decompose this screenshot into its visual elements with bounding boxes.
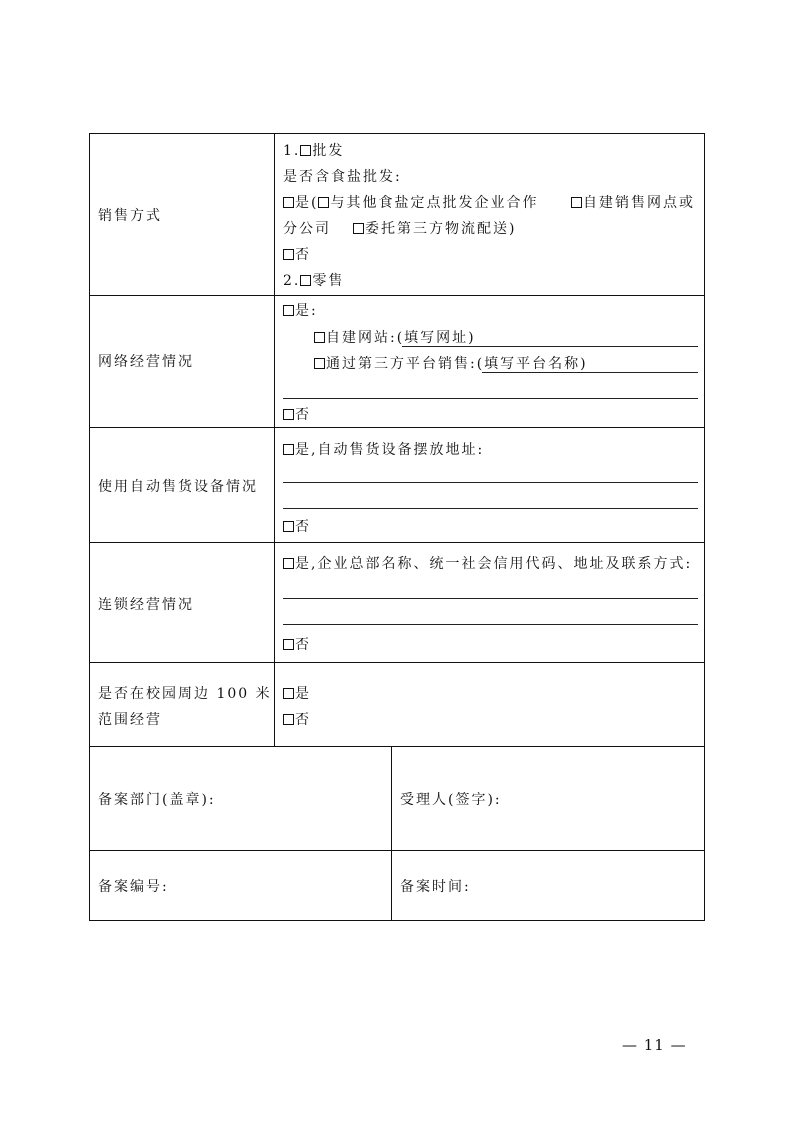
- vending-yes-label: 是,自动售货设备摆放地址:: [295, 442, 485, 458]
- filing-number-label: 备案编号:: [98, 879, 169, 895]
- filing-time-label: 备案时间:: [400, 879, 471, 895]
- vending-address-line-1[interactable]: [283, 482, 698, 483]
- chain-no-checkbox[interactable]: [283, 639, 294, 650]
- vending-address-line-2[interactable]: [283, 508, 698, 509]
- vending-no-option: [283, 518, 311, 536]
- third-party-option: [353, 220, 516, 238]
- own-outlet-label: 自建销售网点或: [583, 195, 695, 211]
- campus-yes-checkbox[interactable]: [283, 688, 294, 699]
- chain-yes-checkbox[interactable]: [283, 558, 294, 569]
- row-divider: [90, 542, 704, 543]
- receiver-signature-label: 受理人(签字):: [400, 792, 502, 808]
- third-party-platform-checkbox[interactable]: [314, 358, 325, 369]
- row-divider: [90, 295, 704, 296]
- own-website-checkbox[interactable]: [314, 332, 325, 343]
- wholesale-number: 1.: [283, 143, 301, 159]
- third-party-platform-hint: (填写平台名称): [476, 356, 588, 372]
- third-party-platform-option: [314, 355, 588, 373]
- salt-no-option: [283, 246, 311, 264]
- own-website-fill-line[interactable]: [402, 346, 698, 347]
- retail-number: 2.: [283, 273, 301, 289]
- chain-info-line-2[interactable]: [283, 624, 698, 625]
- label-column-divider: [274, 134, 275, 746]
- row-divider: [90, 850, 704, 851]
- own-website-option: [314, 329, 476, 347]
- chain-yes-option: [283, 555, 692, 573]
- filing-department-label: 备案部门(盖章):: [98, 792, 216, 808]
- third-party-checkbox[interactable]: [353, 223, 364, 234]
- own-website-label: 自建网站:: [326, 330, 397, 346]
- row-divider: [90, 427, 704, 428]
- row-label-online-operation: 网络经营情况: [98, 354, 194, 370]
- partner-checkbox[interactable]: [318, 197, 329, 208]
- row-label-sales-method: 销售方式: [98, 208, 162, 224]
- campus-yes-option: [283, 685, 311, 703]
- retail-checkbox[interactable]: [300, 275, 311, 286]
- vending-no-label: 否: [295, 519, 311, 535]
- row-label-chain-operation: 连锁经营情况: [98, 597, 194, 613]
- online-yes-checkbox[interactable]: [283, 305, 294, 316]
- online-extra-fill-line[interactable]: [283, 398, 698, 399]
- platform-fill-line[interactable]: [482, 372, 698, 373]
- retail-label: 零售: [312, 273, 345, 289]
- own-outlet-label-continued: 分公司: [283, 221, 331, 237]
- chain-no-option: [283, 636, 311, 654]
- vending-yes-option: [283, 441, 484, 459]
- vending-yes-checkbox[interactable]: [283, 444, 294, 455]
- own-outlet-option: [571, 194, 695, 212]
- third-party-label: 委托第三方物流配送): [365, 221, 517, 237]
- chain-yes-label: 是,企业总部名称、统一社会信用代码、地址及联系方式:: [295, 556, 693, 572]
- row-divider: [90, 662, 704, 663]
- chain-no-label: 否: [295, 637, 311, 653]
- salt-yes-checkbox[interactable]: [283, 197, 294, 208]
- online-yes-option: [283, 302, 318, 320]
- salt-no-label: 否: [295, 247, 311, 263]
- row-label-campus-line-2: 范围经营: [98, 712, 162, 728]
- online-yes-label: 是:: [295, 303, 318, 319]
- salt-no-checkbox[interactable]: [283, 249, 294, 260]
- own-outlet-checkbox[interactable]: [571, 197, 582, 208]
- campus-no-label: 否: [295, 712, 311, 728]
- retail-option: [283, 272, 344, 290]
- row-label-vending-machine: 使用自动售货设备情况: [98, 479, 258, 495]
- partner-label: 与其他食盐定点批发企业合作: [330, 195, 539, 211]
- page-number: — 11 —: [622, 1036, 687, 1054]
- salt-yes-line: [283, 194, 538, 212]
- chain-info-line-1[interactable]: [283, 598, 698, 599]
- wholesale-checkbox[interactable]: [300, 145, 311, 156]
- wholesale-option[interactable]: [283, 142, 344, 160]
- vending-no-checkbox[interactable]: [283, 521, 294, 532]
- filing-form-table: [89, 133, 705, 921]
- wholesale-label: 批发: [312, 143, 345, 159]
- campus-yes-label: 是: [295, 686, 311, 702]
- salt-wholesale-question: 是否含食盐批发:: [283, 169, 402, 185]
- campus-no-option: [283, 711, 311, 729]
- third-party-platform-label: 通过第三方平台销售:: [326, 356, 477, 372]
- row-divider: [90, 746, 704, 747]
- row-label-campus-line-1: 是否在校园周边 100 米: [98, 686, 272, 702]
- online-no-option: [283, 406, 311, 424]
- salt-yes-label: 是(: [295, 195, 319, 211]
- online-no-checkbox[interactable]: [283, 409, 294, 420]
- campus-no-checkbox[interactable]: [283, 714, 294, 725]
- own-website-hint: (填写网址): [396, 330, 476, 346]
- online-no-label: 否: [295, 407, 311, 423]
- filing-column-divider: [391, 746, 392, 920]
